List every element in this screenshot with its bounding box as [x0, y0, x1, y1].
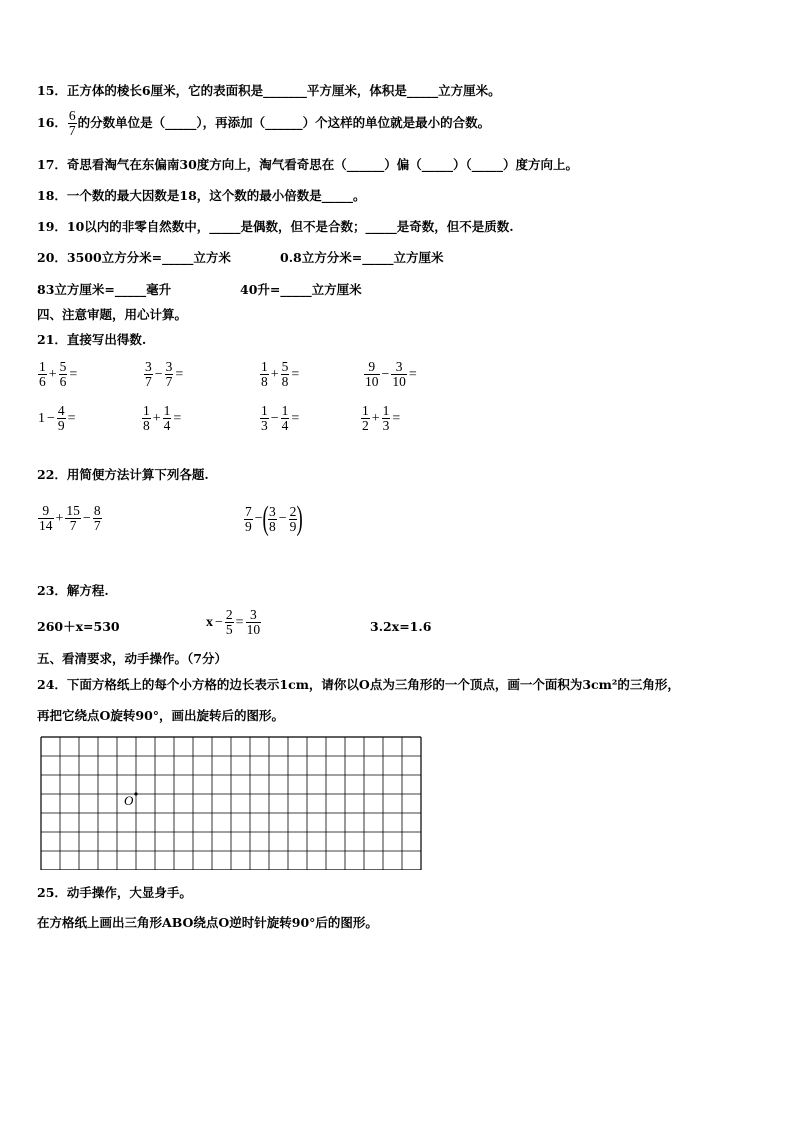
- fraction-6-7: $\frac{6}{7}$: [68, 108, 76, 138]
- question-24-line-1: 24．下面方格纸上的每个小方格的边长表示1cm，请你以O点为三角形的一个顶点，画一个面积为3cm²的三角形，: [37, 677, 680, 692]
- question-20a: 20．3500立方分米=_____立方米: [37, 250, 231, 265]
- section-5-heading: 五、看清要求，动手操作。（7分）: [37, 651, 227, 666]
- grid-point-o: [134, 792, 137, 795]
- question-20b: 0.8立方分米=_____立方厘米: [280, 250, 444, 265]
- grid-point-o-label: O: [124, 793, 134, 808]
- section-4-heading: 四、注意审题，用心计算。: [37, 307, 188, 322]
- q21-item-8: $\frac{1}{2}$ + $\frac{1}{3}$ =: [362, 403, 401, 433]
- question-24-line-2: 再把它绕点O旋转90°，画出旋转后的图形。: [37, 708, 285, 723]
- q23-equation-2: x − $\frac{2}{5}$ = $\frac{3}{10}$: [206, 607, 261, 637]
- question-25-instruction: 在方格纸上画出三角形ABO绕点O逆时针旋转90°后的图形。: [37, 915, 378, 930]
- question-20d: 40升=_____立方厘米: [240, 282, 362, 297]
- q21-item-4: $\frac{9}{10}$ − $\frac{3}{10}$ =: [365, 359, 417, 389]
- q21-item-1: $\frac{1}{6}$ + $\frac{5}{6}$ =: [39, 359, 78, 389]
- q21-item-3: $\frac{1}{8}$ + $\frac{5}{8}$ =: [261, 359, 300, 389]
- question-25: 25．动手操作，大显身手。: [37, 885, 192, 900]
- q22-expression-1: $\frac{9}{14}$ + $\frac{15}{7}$ − $\frac{8}{7}$: [39, 503, 101, 533]
- question-16: [37, 109, 490, 138]
- question-16-number: 16．: [37, 115, 67, 130]
- grid-paper: [40, 736, 422, 870]
- question-15: 15．正方体的棱长6厘米，它的表面积是_______平方厘米，体积是_____立方厘米。: [37, 83, 501, 98]
- question-23: 23．解方程.: [37, 583, 109, 598]
- q21-item-7: $\frac{1}{3}$ − $\frac{1}{4}$ =: [261, 403, 300, 433]
- q21-item-2: $\frac{3}{7}$ − $\frac{3}{7}$ =: [145, 359, 184, 389]
- question-18: 18．一个数的最大因数是18，这个数的最小倍数是_____。: [37, 188, 366, 203]
- question-19: 19．10以内的非零自然数中，_____是偶数，但不是合数；_____是奇数，但不是质数.: [37, 219, 514, 234]
- q22-expression-2: $\frac{7}{9}$ −( $\frac{3}{8}$ − $\frac{2}{9}$ ): [245, 500, 304, 537]
- q21-item-6: $\frac{1}{8}$ + $\frac{1}{4}$ =: [143, 403, 182, 433]
- question-21: 21．直接写出得数.: [37, 332, 147, 347]
- q23-equation-1: 260＋x=530: [37, 619, 120, 634]
- question-16-text: 的分数单位是（_____），再添加（______）个这样的单位就是最小的合数。: [77, 115, 491, 130]
- q21-item-5: 1 − $\frac{4}{9}$ =: [38, 403, 76, 433]
- q23-equation-3: 3.2x=1.6: [370, 619, 432, 634]
- right-parenthesis: ): [296, 500, 304, 537]
- question-17: 17．奇思看淘气在东偏南30度方向上，淘气看奇思在（______）偏（_____）（_____）度方向上。: [37, 157, 579, 172]
- question-22: 22．用简便方法计算下列各题.: [37, 467, 209, 482]
- question-20c: 83立方厘米=_____毫升: [37, 282, 172, 297]
- left-parenthesis: (: [262, 500, 269, 537]
